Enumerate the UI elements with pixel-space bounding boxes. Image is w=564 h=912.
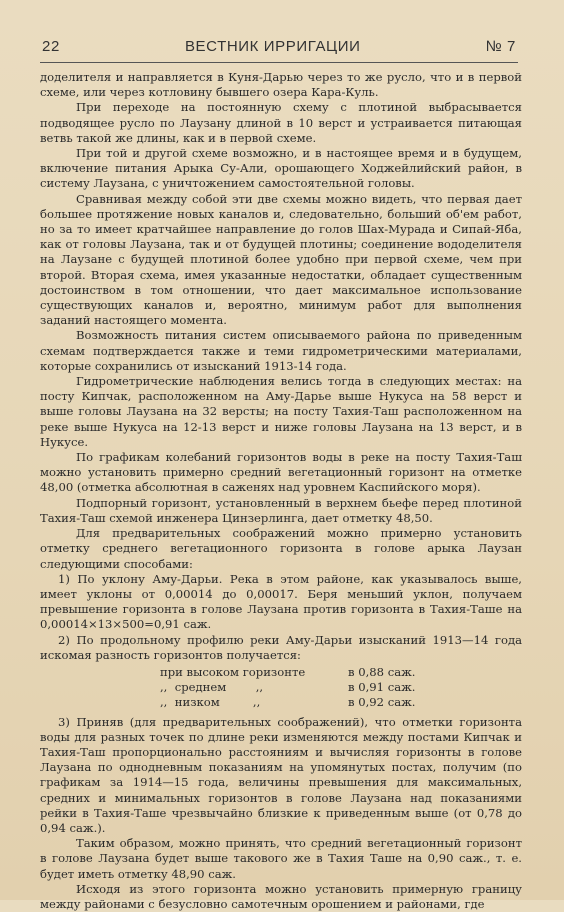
levels-table — [160, 665, 522, 711]
paragraph: Сравнивая между собой эти две схемы можно видеть, что первая дает большее протяжение новых каналов и, следовательно, больший об'ем работ, но за то имеет кратчайшее направление до голов Шах-Мурада и Сипай-Яба, как от головы Лаузана, так и от будущей плотины; соединение вододелителя на Лаузане с будущей плотиной более удобно при первой схеме, чем при второй. Вторая схема, имея указанные недостатки, обладает существенным достоинством в том отношении, что дает максимальное использование существующих каналов и, вероятно, минимум работ для выполнения заданий настоящего момента. — [40, 191, 522, 328]
final-paragraph: Исходя из этого горизонта можно установить примерную границу между районами с безусловно самотечным орошением и районами, где — [40, 881, 522, 911]
page-header — [42, 38, 516, 60]
method-2: 2) По продольному профилю реки Аму-Дарьи изысканий 1913—14 года искомая разность горизонтов получается: — [40, 632, 522, 662]
paragraph: доделителя и направляется в Куня-Дарью через то же русло, что и в первой схеме, или через котловину бывшего озера Кара-Куль. — [40, 70, 522, 100]
level-label: ,, среднем ,, — [160, 680, 264, 695]
level-row — [160, 680, 522, 695]
level-value: в 0,91 саж. — [348, 680, 416, 695]
header-rule — [40, 62, 518, 63]
level-label: ,, низком ,, — [160, 695, 261, 710]
journal-title: ВЕСТНИК ИРРИГАЦИИ — [184, 38, 361, 55]
article-body — [40, 70, 522, 912]
level-row — [160, 665, 522, 680]
paragraph: Подпорный горизонт, установленный в верхнем бьефе перед плотиной Тахия-Таш схемой инженера Цинзерлинга, дает отметку 48,50. — [40, 495, 522, 525]
paragraph: Возможность питания систем описываемого района по приведенным схемам подтверждается также и теми гидрометрическими материалами, которые сохранились от изысканий 1913-14 года. — [40, 328, 522, 373]
level-value: в 0,88 саж. — [348, 664, 416, 679]
method-3: 3) Приняв (для предварительных соображений), что отметки горизонта воды для разных точек по длине реки изменяются между постами Кипчак и Тахия-Таш пропорционально расстояниям и вычисляя горизонты в голове Лаузана по однодневным показаниям на упомянутых постах, получим (по графикам за 1914—15 года, величины превышения для максимальных, средних и минимальных горизонтов в голове Лаузана над показаниями рейки в Тахия-Таше чрезвычайно близкие к приведенным выше (от 0,78 до 0,94 саж.). — [40, 714, 522, 835]
level-label: при высоком горизонте — [160, 664, 306, 679]
conclusion-paragraph: Таким образом, можно принять, что средний вегетационный горизонт в голове Лаузана будет выше такового же в Тахия Таше на 0,90 саж., т. е. будет иметь отметку 48,90 саж. — [40, 836, 522, 881]
page-number: 22 — [42, 38, 60, 55]
level-row — [160, 695, 522, 710]
paragraph: При той и другой схеме возможно, и в настоящее время и в будущем, включение питания Арыка Су-Али, орошающего Ходжейлийский район, в систему Лаузана, с уничтожением самостоятельной головы. — [40, 146, 522, 191]
paragraph: Гидрометрические наблюдения велись тогда в следующих местах: на посту Кипчак, расположенном на Аму-Дарье выше Нукуса на 58 верст и выше головы Лаузана на 32 версты; на посту Тахия-Таш расположенном на реке выше Нукуса на 12-13 верст и ниже головы Лаузана на 13 верст, и в Нукусе. — [40, 374, 522, 449]
paragraph: При переходе на постоянную схему с плотиной выбрасывается подводящее русло по Лаузану длиной в 10 верст и устраивается питающая ветвь такой же длины, как и в первой схеме. — [40, 100, 522, 145]
paragraph: По графикам колебаний горизонтов воды в реке на посту Тахия-Таш можно установить примерно средний вегетационный горизонт на отметке 48,00 (отметка абсолютная в саженях над уровнем Каспийского моря). — [40, 450, 522, 495]
level-value: в 0,92 саж. — [348, 695, 416, 710]
paragraph: Для предварительных соображений можно примерно установить отметку среднего вегетационного горизонта в голове арыка Лаузан следующими способами: — [40, 526, 522, 571]
issue-number: № 7 — [485, 38, 516, 55]
method-1: 1) По уклону Аму-Дарьи. Река в этом районе, как указывалось выше, имеет уклоны от 0,00014 до 0,00017. Беря меньший уклон, получаем превышение горизонта в голове Лаузана против горизонта в Тахия-Таше на 0,00014×13×500=0,91 саж. — [40, 571, 522, 632]
